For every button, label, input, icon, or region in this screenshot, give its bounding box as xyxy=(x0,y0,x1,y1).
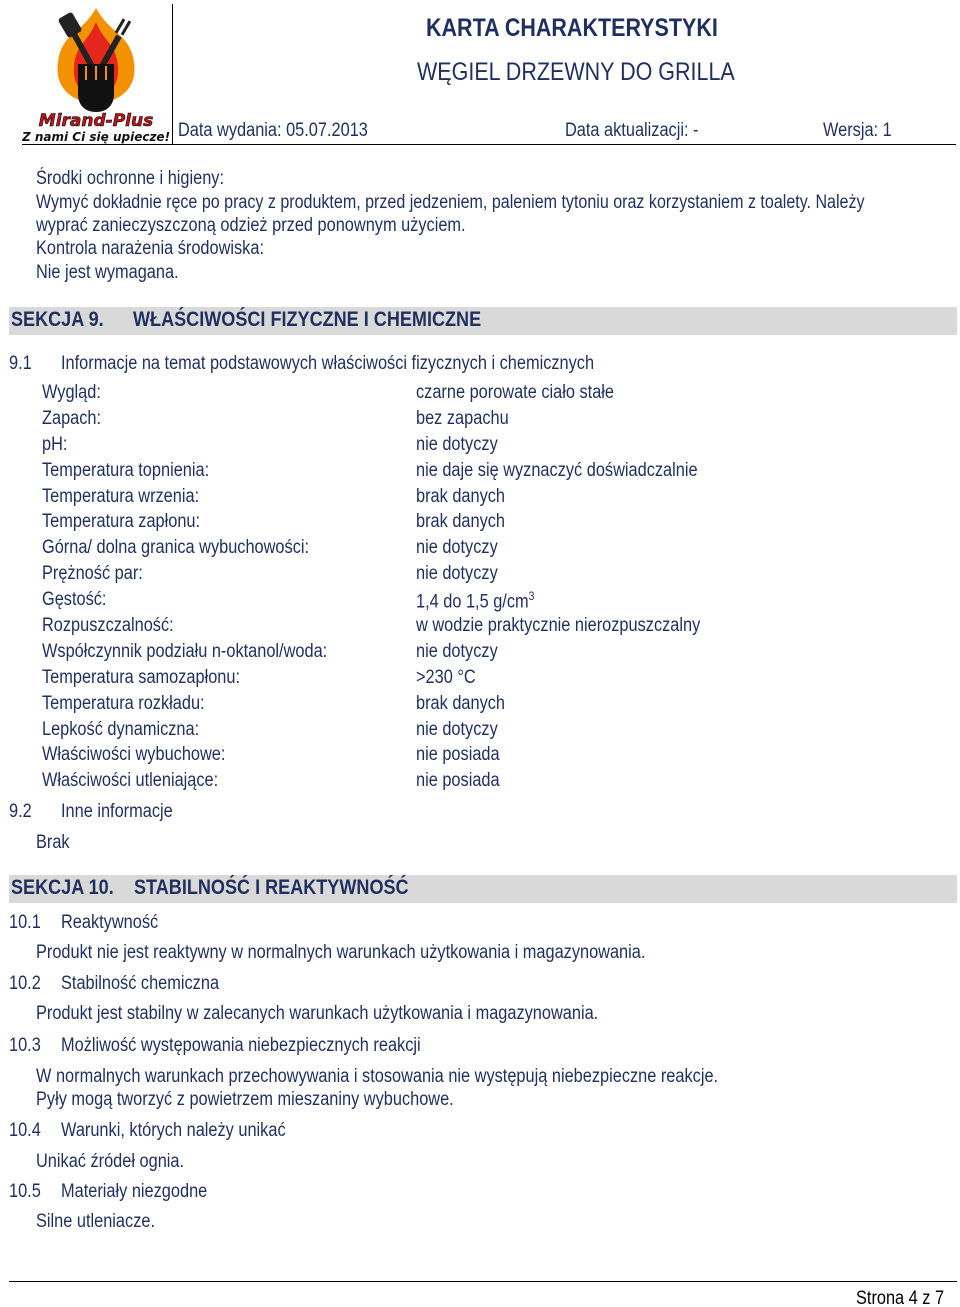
section-9-header xyxy=(9,307,957,335)
property-value: brak danych xyxy=(416,511,506,533)
section-10-title: STABILNOŚĆ I REAKTYWNOŚĆ xyxy=(134,876,409,899)
subsection-10-3-number: 10.3 xyxy=(9,1035,41,1056)
property-label: Temperatura wrzenia: xyxy=(42,485,200,507)
subsection-10-2-number: 10.2 xyxy=(9,973,41,994)
property-label: Wygląd: xyxy=(42,382,101,403)
subsection-10-1-title: Reaktywność xyxy=(61,912,159,933)
property-value: nie posiada xyxy=(416,770,500,792)
section-10-header xyxy=(9,875,957,903)
env-control-heading: Kontrola narażenia środowiska: xyxy=(36,238,264,259)
subsection-10-3-text-line2: Pyły mogą tworzyć z powietrzem mieszaniny wybuchowe. xyxy=(36,1089,454,1110)
property-value: >230 °C xyxy=(416,666,476,688)
logo-brand-text: Mirand-Plus xyxy=(38,111,154,131)
product-name: WĘGIEL DRZEWNY DO GRILLA xyxy=(417,58,735,86)
property-label: Temperatura rozkładu: xyxy=(42,692,205,714)
page-number: Strona 4 z 7 xyxy=(856,1288,945,1307)
property-label: Górna/ dolna granica wybuchowości: xyxy=(42,537,310,559)
property-label: Prężność par: xyxy=(42,563,143,585)
property-label: Gęstość: xyxy=(42,589,107,611)
property-label: Temperatura topnienia: xyxy=(42,459,210,481)
property-label: Właściwości wybuchowe: xyxy=(42,744,226,766)
env-control-text: Nie jest wymagana. xyxy=(36,262,179,283)
subsection-9-2-number: 9.2 xyxy=(9,801,32,822)
property-value: w wodzie praktycznie nierozpuszczalny xyxy=(416,615,701,637)
subsection-10-5-text: Silne utleniacze. xyxy=(36,1211,156,1232)
subsection-10-4-title: Warunki, których należy unikać xyxy=(61,1120,286,1141)
property-value: 1,4 do 1,5 $g/cm^3$ xyxy=(416,589,535,613)
update-date: Data aktualizacji: - xyxy=(565,120,699,141)
subsection-10-3-title: Możliwość występowania niebezpiecznych reakcji xyxy=(61,1035,421,1056)
header-divider-horizontal xyxy=(22,144,956,145)
subsection-10-4-number: 10.4 xyxy=(9,1120,41,1141)
property-label: Właściwości utleniające: xyxy=(42,770,219,792)
property-label: pH: xyxy=(42,433,68,455)
section-9-number: SEKCJA 9. xyxy=(11,308,104,331)
property-label: Współczynnik podziału n-oktanol/woda: xyxy=(42,640,328,662)
header-divider-vertical xyxy=(172,4,173,144)
subsection-10-2-title: Stabilność chemiczna xyxy=(61,973,220,994)
company-logo xyxy=(22,4,170,144)
issue-date: Data wydania: 05.07.2013 xyxy=(178,120,368,141)
section-9-title: WŁAŚCIWOŚCI FIZYCZNE I CHEMICZNE xyxy=(133,308,482,331)
property-value: nie daje się wyznaczyć doświadczalnie xyxy=(416,459,698,481)
subsection-9-1-title: Informacje na temat podstawowych właściwości fizycznych i chemicznych xyxy=(61,353,595,374)
property-value: nie dotyczy xyxy=(416,537,498,559)
subsection-10-5-title: Materiały niezgodne xyxy=(61,1181,208,1202)
version: Wersja: 1 xyxy=(823,120,892,141)
subsection-9-2-text: Brak xyxy=(36,832,70,853)
property-value-superscript: 3 xyxy=(528,589,535,604)
property-value: nie dotyczy xyxy=(416,718,498,740)
subsection-10-3-text-line1: W normalnych warunkach przechowywania i stosowania nie występują niebezpieczne reakcje. xyxy=(36,1066,719,1087)
property-value: brak danych xyxy=(416,485,506,507)
logo-slogan-text: Z nami Ci się upiecze! xyxy=(22,130,170,144)
property-label: Lepkość dynamiczna: xyxy=(42,718,200,740)
footer-divider xyxy=(9,1281,957,1282)
property-value: brak danych xyxy=(416,692,506,714)
property-value: bez zapachu xyxy=(416,407,509,429)
property-value: nie posiada xyxy=(416,744,500,766)
property-value: czarne porowate ciało stałe xyxy=(416,382,615,403)
property-value: nie dotyczy xyxy=(416,563,498,585)
subsection-9-1-number: 9.1 xyxy=(9,353,32,374)
property-value: nie dotyczy xyxy=(416,433,498,455)
hygiene-heading: Środki ochronne i higieny: xyxy=(36,168,225,189)
document-title: KARTA CHARAKTERYSTYKI xyxy=(426,14,718,42)
subsection-9-2-title: Inne informacje xyxy=(61,801,173,822)
property-label: Temperatura zapłonu: xyxy=(42,511,201,533)
property-label: Rozpuszczalność: xyxy=(42,615,174,637)
grill-fork-icon xyxy=(22,4,170,144)
hygiene-text-line1: Wymyć dokładnie ręce po pracy z produktem, przed jedzeniem, paleniem tytoniu oraz korzystaniem z toalety. Należy xyxy=(36,192,865,213)
property-label: Temperatura samozapłonu: xyxy=(42,666,241,688)
subsection-10-1-text: Produkt nie jest reaktywny w normalnych warunkach użytkowania i magazynowania. xyxy=(36,942,646,963)
property-value: nie dotyczy xyxy=(416,640,498,662)
subsection-10-4-text: Unikać źródeł ognia. xyxy=(36,1151,185,1172)
hygiene-text-line2: wyprać zanieczyszczoną odzież przed ponownym użyciem. xyxy=(36,215,466,236)
section-10-number: SEKCJA 10. xyxy=(11,876,114,899)
subsection-10-5-number: 10.5 xyxy=(9,1181,41,1202)
subsection-10-1-number: 10.1 xyxy=(9,912,41,933)
subsection-10-2-text: Produkt jest stabilny w zalecanych warunkach użytkowania i magazynowania. xyxy=(36,1003,599,1024)
property-label: Zapach: xyxy=(42,407,102,429)
